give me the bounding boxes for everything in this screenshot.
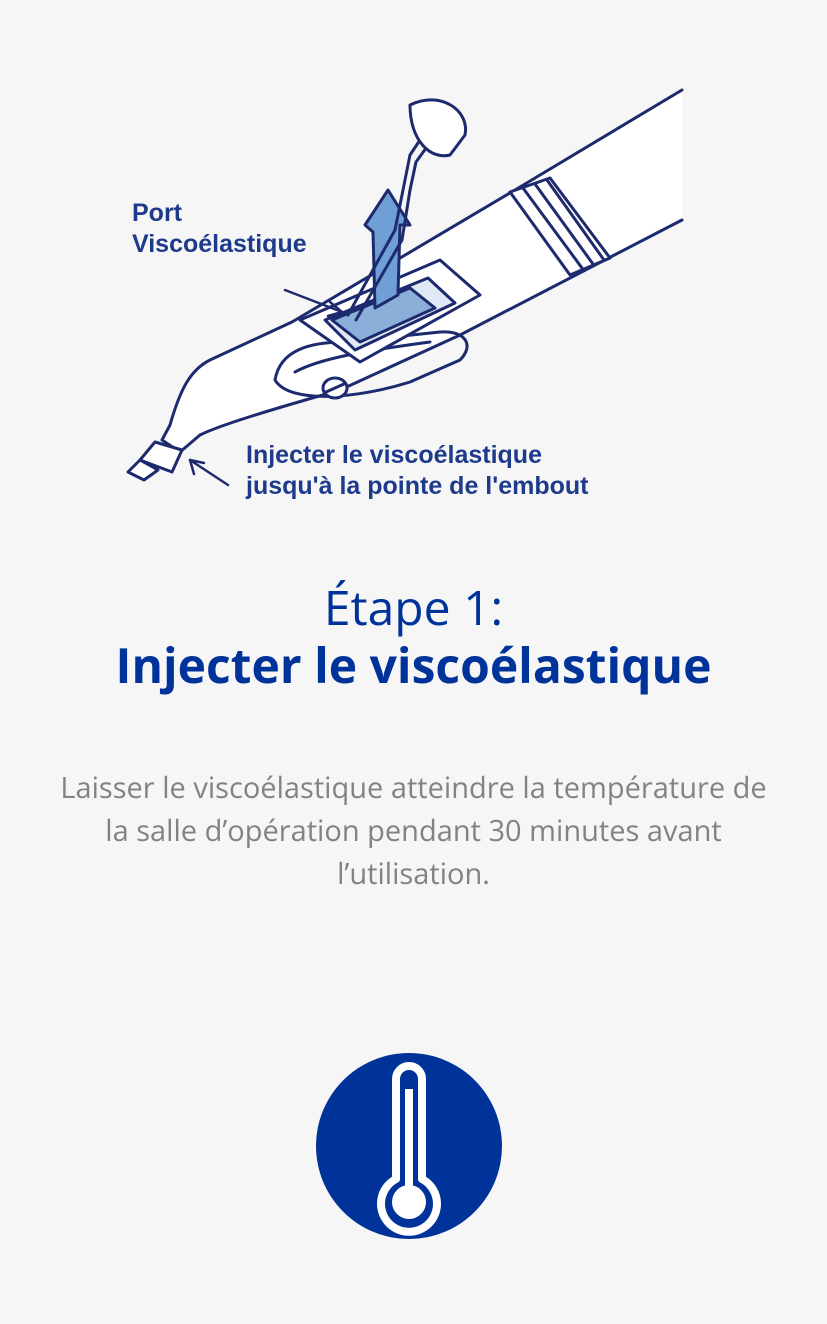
inject-instruction-label: Injecter le viscoélastique jusqu'à la pointe de l'embout: [246, 441, 589, 500]
step-number: Étape 1:: [323, 575, 504, 640]
step-description: Laisser le viscoélastique atteindre la température de la salle d’opération pendant 30 minutes avant l’utilisation.: [60, 768, 767, 893]
step-heading: [0, 575, 827, 698]
port-viscoelastic-label: Port Viscoélastique: [132, 199, 307, 258]
thermometer-icon: [316, 1053, 502, 1239]
step-title: Injecter le viscoélastique: [115, 633, 712, 698]
